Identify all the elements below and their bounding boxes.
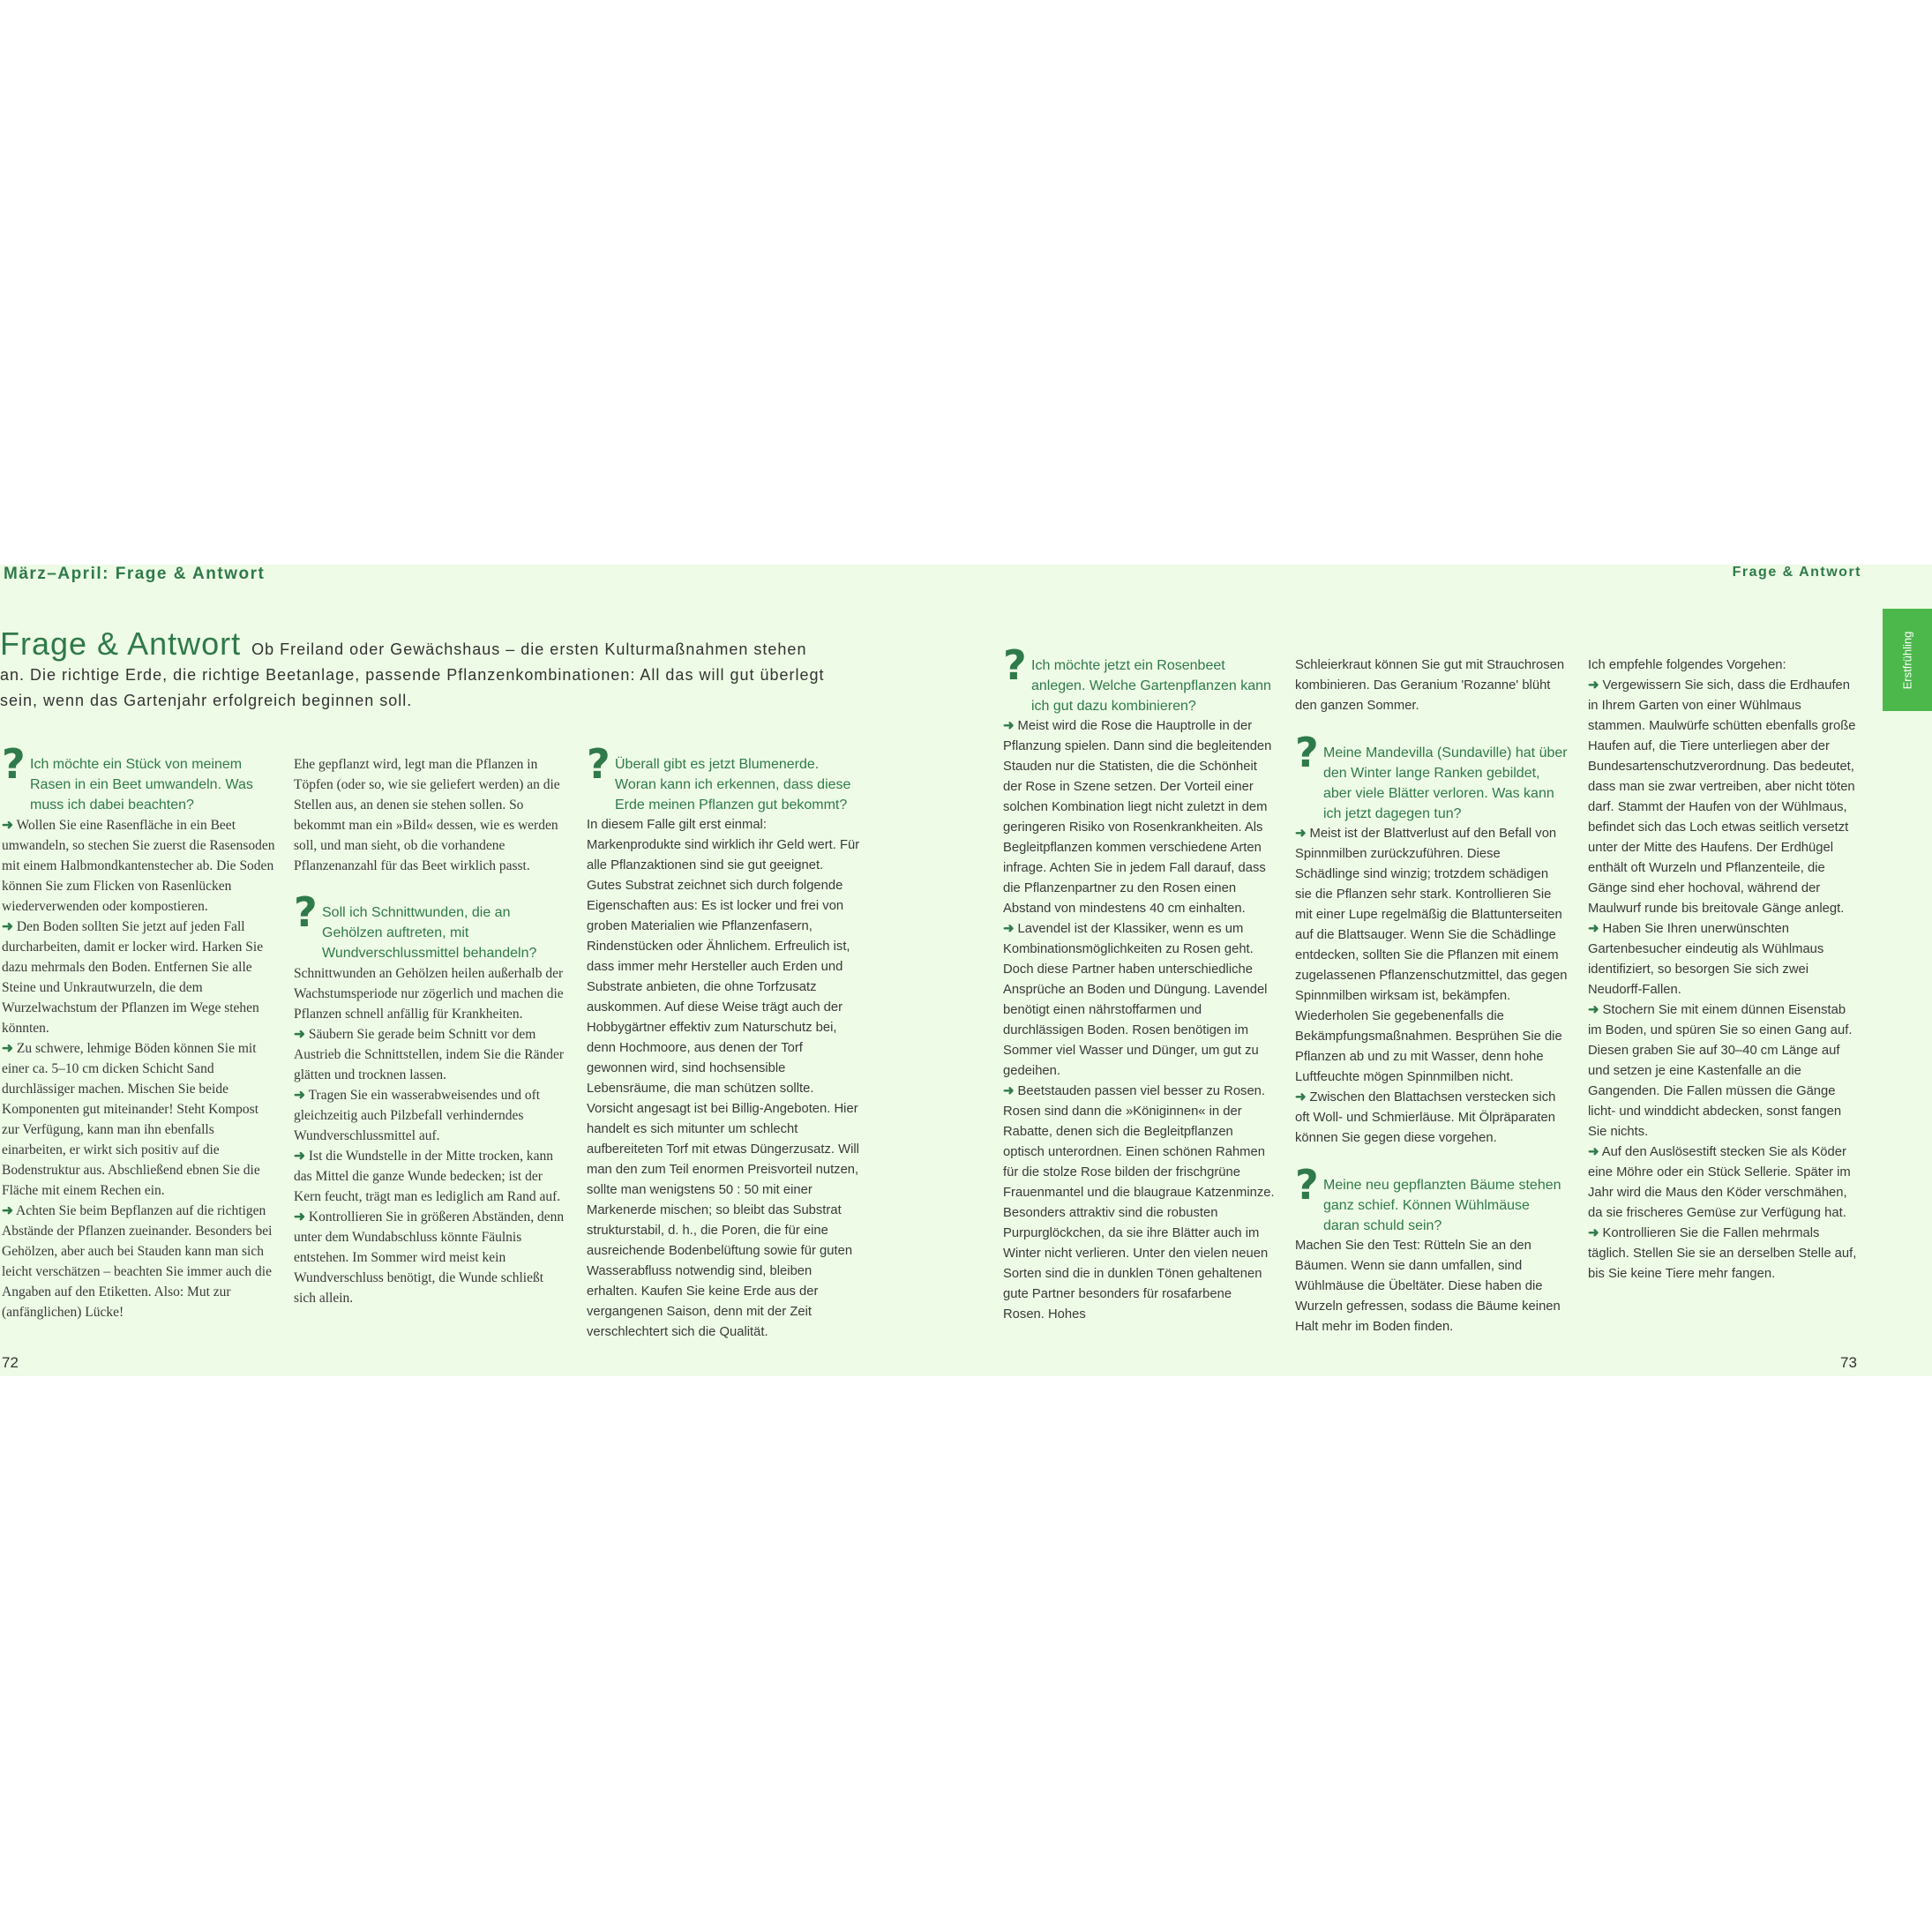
running-header-right: Frage & Antwort: [1732, 565, 1861, 580]
arrow-icon: ➜: [1588, 1226, 1599, 1240]
answer-paragraph: Machen Sie den Test: Rütteln Sie an den Bäumen. Wenn sie dann umfallen, sind Wühlmäuse die Übeltäter. Diese haben die Wurzeln gefressen, sodass die Bäume keinen Halt mehr im Boden finden.: [1295, 1239, 1561, 1334]
arrow-icon: ➜: [2, 919, 13, 934]
intro: [0, 625, 829, 714]
column-3: [587, 740, 860, 1343]
arrow-icon: ➜: [2, 1203, 13, 1218]
question: ? Überall gibt es jetzt Blumenerde. Woran kann ich erkennen, dass diese Erde meinen Pflanzen gut bekommt?: [587, 740, 851, 812]
arrow-icon: ➜: [1588, 678, 1599, 693]
column-5: [1295, 655, 1569, 1337]
question-mark-icon: ?: [587, 740, 610, 788]
question-mark-icon: ?: [1295, 1161, 1319, 1209]
paragraph: Schleierkraut können Sie gut mit Strauchrosen kombinieren. Das Geranium 'Rozanne' blüht den ganzen Sommer.: [1295, 658, 1565, 713]
arrow-icon: ➜: [2, 818, 13, 833]
question: ? Ich möchte ein Stück von meinem Rasen in ein Beet umwandeln. Was muss ich dabei beachten?: [2, 740, 253, 812]
arrow-icon: ➜: [1003, 719, 1015, 733]
arrow-icon: ➜: [1295, 827, 1307, 841]
paragraph: Ich empfehle folgendes Vorgehen:: [1588, 658, 1786, 672]
answer-paragraph: ➜ Säubern Sie gerade beim Schnitt vor dem Austrieb die Schnittstellen, indem Sie die Ränder glätten und trocknen lassen.: [294, 1027, 565, 1082]
column-4: [1003, 641, 1277, 1325]
answer-paragraph: In diesem Falle gilt erst einmal: Markenprodukte sind wirklich ihr Geld wert. Für alle Pflanzaktionen sind sie gut geeignet. Gutes Substrat zeichnet sich durch folgende Eigenschaften aus: Es ist locker und frei von groben Materialien wie Pflanzenfasern, Rindenstücken oder Ähnlichem. Erfreulich ist, dass immer mehr Hersteller auch Erden und Substrate anbieten, die ohne Torfzusatz auskommen. Auf diese Weise trägt auch der Hobbygärtner effektiv zum Naturschutz bei, denn Hochmoore, aus denen der Torf gewonnen wird, sind hochsensible Lebensräume, die man schützen sollte. Vorsicht angesagt ist bei Billig-Angeboten. Hier handelt es sich mitunter um schlecht aufbereiteten Torf mit etwas Düngerzusatz. Will man den zum Teil enormen Preisvorteil nutzen, sollte man wenigstens 50 : 50 mit einer Markenerde mischen; so bleibt das Substrat strukturstabil, d. h., die Poren, die für eine ausreichende Bodenbelüftung sowie für guten Wasserabfluss notwendig sind, bleiben erhalten. Kaufen Sie keine Erde aus der vergangenen Saison, denn mit der Zeit verschlechtert sich die Qualität.: [587, 818, 860, 1339]
arrow-icon: ➜: [1295, 1090, 1307, 1105]
arrow-icon: ➜: [1003, 1084, 1015, 1098]
answer-paragraph: ➜ Haben Sie Ihren unerwünschten Gartenbesucher eindeutig als Wühlmaus identifiziert, so besorgen Sie sich zwei Neudorff-Fallen.: [1588, 922, 1824, 997]
answer-paragraph: ➜ Kontrollieren Sie die Fallen mehrmals täglich. Stellen Sie sie an derselben Stelle auf, bis Sie keine Tiere mehr fangen.: [1588, 1226, 1857, 1281]
question-mark-icon: ?: [294, 888, 318, 936]
question: ? Soll ich Schnittwunden, die an Gehölzen auftreten, mit Wundverschlussmittel behandeln?: [294, 888, 537, 961]
arrow-icon: ➜: [1003, 922, 1015, 936]
answer-paragraph: ➜ Beetstauden passen viel besser zu Rosen. Rosen sind dann die »Königinnen« in der Rabatte, denen sich die Begleitpflanzen optisch unterordnen. Einen schönen Rahmen für die stolze Rose bilden der frischgrüne Frauenmantel und die blaugraue Katzenminze. Besonders attraktiv sind die robusten Purpurglöckchen, da sie ihre Blätter auch im Winter nicht verlieren. Unter den vielen neuen Sorten sind die in dunklen Tönen gehaltenen gute Partner besonders für rosafarbene Rosen. Hohes: [1003, 1084, 1275, 1322]
section-tab-label: Erstfrühling: [1900, 631, 1914, 689]
question: ? Meine neu gepflanzten Bäume stehen ganz schief. Können Wühlmäuse daran schuld sein?: [1295, 1161, 1561, 1233]
arrow-icon: ➜: [2, 1041, 13, 1056]
arrow-icon: ➜: [1588, 1145, 1599, 1159]
page-title: Frage & Antwort: [0, 625, 242, 662]
column-1: [2, 740, 275, 1322]
arrow-icon: ➜: [294, 1149, 305, 1164]
arrow-icon: ➜: [294, 1209, 305, 1224]
answer-paragraph: ➜ Meist ist der Blattverlust auf den Befall von Spinnmilben zurückzuführen. Diese Schädlinge sind winzig; trotzdem schädigen sie die Pflanzen sehr stark. Kontrollieren Sie mit einer Lupe regelmäßig die Blattunterseiten auf die Blattsauger. Wenn Sie die Schädlinge entdecken, sollten Sie die Pflanzen mit einem zugelassenen Pflanzenschutzmittel, das gegen Spinnmilben wirksam ist, bekämpfen. Wiederholen Sie gegebenenfalls die Bekämpfungsmaßnahmen. Besprühen Sie die Pflanzen ab und zu mit Wasser, denn hohe Luftfeuchte mögen Spinnmilben nicht.: [1295, 827, 1568, 1084]
answer-paragraph: ➜ Meist wird die Rose die Hauptrolle in der Pflanzung spielen. Dann sind die begleitenden Stauden nur die Statisten, die die Schönheit der Rose in Szene setzen. Der Vorteil einer solchen Kombination liegt nicht zuletzt in dem geringeren Risiko von Rosenkrankheiten. Als Begleitpflanzen kommen verschiedene Arten infrage. Achten Sie in jedem Fall darauf, dass die Pflanzenpartner zu den Rosen einen Abstand von mindestens 40 cm einhalten.: [1003, 719, 1272, 916]
arrow-icon: ➜: [1588, 922, 1599, 936]
arrow-icon: ➜: [294, 1088, 305, 1103]
answer-paragraph: ➜ Vergewissern Sie sich, dass die Erdhaufen in Ihrem Garten von einer Wühlmaus stammen. Maulwürfe schütten ebenfalls große Haufen auf, die Tiere unterliegen aber der Bundesartenschutzverordnung. Das bedeutet, dass man sie zwar vertreiben, aber nicht töten darf. Stammt der Haufen von der Wühlmaus, befindet sich das Loch etwas seitlich versetzt unter der Mitte des Haufens. Der Erdhügel enthält oft Wurzeln und Pflanzenteile, die Gänge sind eher hochoval, während der Maulwurf runde bis breitovale Gänge anlegt.: [1588, 678, 1856, 916]
question: ? Meine Mandevilla (Sundaville) hat über den Winter lange Ranken gebildet, aber viele Blätter verloren. Was kann ich jetzt dagegen tun?: [1295, 729, 1568, 821]
answer-paragraph: Schnittwunden an Gehölzen heilen außerhalb der Wachstumsperiode nur zögerlich und machen die Pflanzen schnell anfällig für Krankheiten.: [294, 966, 564, 1022]
column-2: [294, 754, 567, 1308]
running-header-left: März–April: Frage & Antwort: [4, 565, 266, 583]
question-mark-icon: ?: [1295, 729, 1319, 776]
answer-paragraph: ➜ Lavendel ist der Klassiker, wenn es um Kombinationsmöglichkeiten zu Rosen geht. Doch diese Partner haben unterschiedliche Ansprüche an Boden und Düngung. Lavendel benötigt einen nährstoffarmen und durchlässigen Boden. Rosen benötigen im Sommer viel Wasser und Dünger, um gut zu gedeihen.: [1003, 922, 1268, 1078]
arrow-icon: ➜: [1588, 1003, 1599, 1017]
answer-paragraph: ➜ Zu schwere, lehmige Böden können Sie mit einer ca. 5–10 cm dicken Schicht Sand durchlässiger machen. Mischen Sie beide Komponenten gut miteinander! Steht Kompost zur Verfügung, kann man ihn ebenfalls einarbeiten, er wirkt sich positiv auf die Bodenstruktur aus. Abschließend ebnen Sie die Fläche mit einem Rechen ein.: [2, 1041, 260, 1198]
section-tab: [1883, 609, 1932, 711]
answer-paragraph: ➜ Tragen Sie ein wasserabweisendes und oft gleichzeitig auch Pilzbefall verhinderndes Wundverschlussmittel auf.: [294, 1088, 541, 1143]
answer-paragraph: ➜ Ist die Wundstelle in der Mitte trocken, kann das Mittel die ganze Wunde bedecken; ist der Kern feucht, trägt man es lediglich am Rand auf.: [294, 1149, 561, 1204]
answer-paragraph: ➜ Kontrollieren Sie in größeren Abständen, denn unter dem Wundabschluss könnte Fäulnis entstehen. Im Sommer wird meist kein Wundverschluss benötigt, die Wunde schließt sich allein.: [294, 1209, 565, 1306]
page-number-left: 72: [2, 1354, 19, 1371]
answer-paragraph: ➜ Auf den Auslösestift stecken Sie als Köder eine Möhre oder ein Stück Sellerie. Später im Jahr wird die Maus den Köder verschmähen, da sie frischeres Gemüse zur Verfügung hat.: [1588, 1145, 1851, 1220]
arrow-icon: ➜: [294, 1027, 305, 1042]
column-6: [1588, 655, 1861, 1284]
answer-paragraph: ➜ Zwischen den Blattachsen verstecken sich oft Woll- und Schmierläuse. Mit Ölpräparaten können Sie gegen diese vorgehen.: [1295, 1090, 1556, 1145]
question-mark-icon: ?: [2, 740, 26, 788]
answer-paragraph: ➜ Wollen Sie eine Rasenfläche in ein Beet umwandeln, so stechen Sie zuerst die Rasensoden mit einem Halbmondkantenstecher ab. Die Soden können Sie zum Flicken von Rasenlücken wiederverwenden oder kompostieren.: [2, 818, 275, 914]
answer-paragraph: ➜ Achten Sie beim Bepflanzen auf die richtigen Abstände der Pflanzen zueinander. Besonders bei Gehölzen, aber auch bei Stauden kann man sich leicht verschätzen – beachten Sie immer auch die Angaben auf den Etiketten. Also: Mut zur (anfänglichen) Lücke!: [2, 1203, 273, 1320]
answer-paragraph: ➜ Den Boden sollten Sie jetzt auf jeden Fall durcharbeiten, damit er locker wird. Harken Sie dazu mehrmals den Boden. Entfernen Sie alle Steine und Unkrautwurzeln, die dem Wurzelwachstum der Pflanzen im Wege stehen könnten.: [2, 919, 264, 1036]
question-mark-icon: ?: [1003, 641, 1027, 689]
page-number-right: 73: [1840, 1354, 1857, 1371]
answer-paragraph: ➜ Stochern Sie mit einem dünnen Eisenstab im Boden, und spüren Sie so einen Gang auf. Diesen graben Sie auf 30–40 cm Länge auf und setzen je eine Kastenfalle an die Gangenden. Die Fallen müssen die Gänge licht- und winddicht abdecken, sonst fangen Sie nichts.: [1588, 1003, 1853, 1139]
question: ? Ich möchte jetzt ein Rosenbeet anlegen. Welche Gartenpflanzen kann ich gut dazu kombinieren?: [1003, 641, 1271, 714]
intro-text: Ob Freiland oder Gewächshaus – die ersten Kulturmaßnahmen stehen an. Die richtige Erde, die richtige Beetanlage, passende Pflanzenkombinationen: All das will gut überlegt sein, wenn das Gartenjahr erfolgreich beginnen soll.: [0, 640, 825, 709]
paragraph: Ehe gepflanzt wird, legt man die Pflanzen in Töpfen (oder so, wie sie geliefert werden) an die Stellen aus, an denen sie stehen sollen. So bekommt man ein »Bild« dessen, wie es werden soll, und man sieht, ob die vorhandene Pflanzenanzahl für das Beet wirklich passt.: [294, 757, 560, 873]
